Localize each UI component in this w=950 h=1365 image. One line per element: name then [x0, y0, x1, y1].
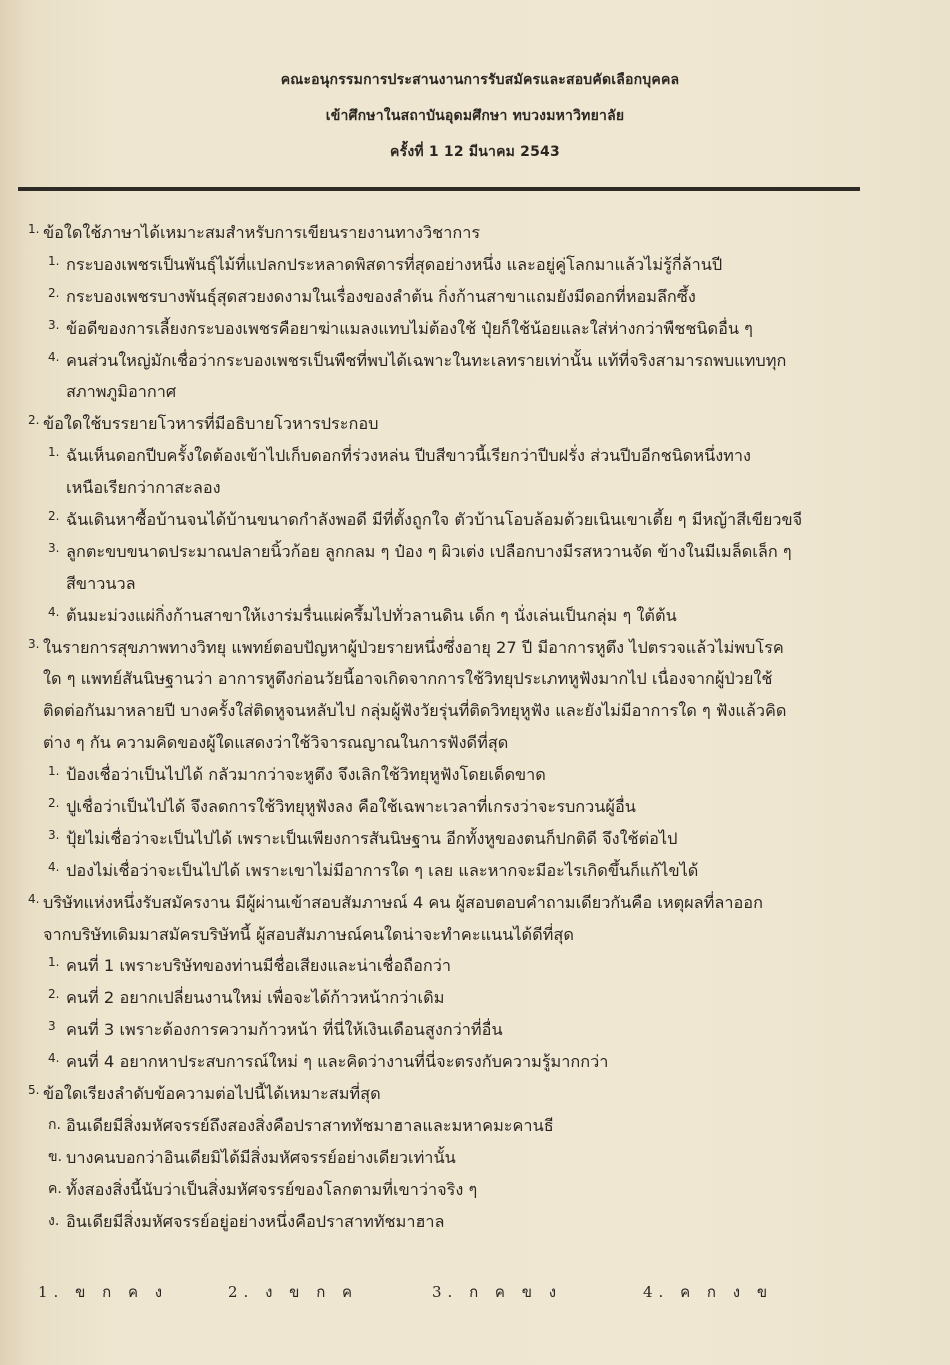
question-text: ติดต่อกันมาหลายปี บางครั้งใส่ติดหูจนหลับไป กลุ่มผู้ฟังวัยรุ่นที่ติดวิทยุหูฟัง และยังไม่มีอาการใด ๆ ฟังแล้วคิด	[43, 701, 787, 721]
option-item	[0, 792, 950, 824]
question-text: บริษัทแห่งหนึ่งรับสมัครงาน มีผู้ผ่านเข้าสอบสัมภาษณ์ 4 คน ผู้สอบตอบคำถามเดียวกันคือ เหตุผลที่ลาออก	[43, 892, 763, 912]
option-text: คนที่ 3 เพราะต้องการความก้าวหน้า ที่นี่ให้เงินเดือนสูงกว่าที่อื่น	[66, 1020, 503, 1040]
question-stem-continued	[0, 664, 950, 696]
option-number: 3.	[48, 827, 60, 842]
option-item	[0, 441, 950, 473]
option-item	[0, 824, 950, 856]
option-number: 3.	[48, 317, 60, 332]
question-stem	[0, 1079, 950, 1111]
option-item-continued	[0, 377, 950, 409]
answer-choice: 2. ง ข ก ค	[228, 1283, 359, 1301]
option-number: 1.	[48, 445, 60, 460]
option-text: อินเดียมีสิ่งมหัศจรรย์ถึงสองสิ่งคือปราสาททัชมาฮาลและมหาคมะคานธี	[66, 1115, 554, 1135]
question-text: ข้อใดใช้ภาษาได้เหมาะสมสำหรับการเขียนรายงานทางวิชาการ	[43, 223, 481, 242]
option-number: 2.	[48, 796, 60, 811]
option-item	[0, 601, 950, 633]
option-text: กระบองเพชรเป็นพันธุ์ไม้ที่แปลกประหลาดพิสดารที่สุดอย่างหนึ่ง และอยู่คู่โลกมาแล้วไม่รู้กี่ล้านปี	[66, 254, 723, 274]
option-item	[0, 1207, 950, 1239]
option-number: 1.	[48, 764, 60, 779]
option-item	[0, 1015, 950, 1047]
option-item	[0, 1175, 950, 1207]
option-number: ง.	[48, 1212, 60, 1229]
option-number: 1.	[48, 253, 60, 268]
option-text: คนที่ 1 เพราะบริษัทของท่านมีชื่อเสียงและน่าเชื่อถือกว่า	[66, 956, 452, 976]
option-number: ก.	[48, 1116, 61, 1133]
question-text: ในรายการสุขภาพทางวิทยุ แพทย์ตอบปัญหาผู้ป่วยรายหนึ่งซึ่งอายุ 27 ปี มีอาการหูตึง ไปตรวจแล้วไม่พบโรค	[43, 637, 784, 657]
option-item-continued	[0, 569, 950, 601]
question-list	[0, 218, 950, 1239]
option-text: เหนือเรียกว่ากาสะลอง	[66, 478, 221, 498]
option-text: ปูเชื่อว่าเป็นไปได้ จึงลดการใช้วิทยุหูฟังลง คือใช้เฉพาะเวลาที่เกรงว่าจะรบกวนผู้อื่น	[66, 797, 636, 817]
option-number: 4.	[48, 859, 60, 874]
option-number: 2.	[48, 285, 60, 300]
option-item	[0, 951, 950, 983]
question-text: ข้อใดใช้บรรยายโวหารที่มีอธิบายโวหารประกอบ	[43, 414, 379, 434]
question-number: 5.	[28, 1083, 40, 1098]
option-text: ปองไม่เชื่อว่าจะเป็นไปได้ เพราะเขาไม่มีอาการใด ๆ เลย และหากจะมีอะไรเกิดขึ้นก็แก้ไขได้	[66, 860, 699, 880]
option-item	[0, 282, 950, 314]
option-text: คนส่วนใหญ่มักเชื่อว่ากระบองเพชรเป็นพืชที่พบได้เฉพาะในทะเลทรายเท่านั้น แท้ที่จริงสามารถพบแทบทุก	[66, 350, 787, 370]
option-text: บางคนบอกว่าอินเดียมิได้มีสิ่งมหัศจรรย์อย่างเดียวเท่านั้น	[66, 1147, 456, 1167]
option-number: 1.	[48, 955, 60, 970]
option-item-continued	[0, 473, 950, 505]
answer-choice: 1. ข ก ค ง	[38, 1283, 169, 1301]
question-number: 3.	[28, 636, 40, 651]
option-text: ทั้งสองสิ่งนี้นับว่าเป็นสิ่งมหัศจรรย์ของโลกตามที่เขาว่าจริง ๆ	[66, 1179, 478, 1199]
header-divider	[18, 187, 860, 191]
option-item	[0, 346, 950, 378]
option-text: คนที่ 4 อยากหาประสบการณ์ใหม่ ๆ และคิดว่างานที่นี่จะตรงกับความรู้มากกว่า	[66, 1052, 609, 1072]
question-text: ข้อใดเรียงลำดับข้อความต่อไปนี้ได้เหมาะสมที่สุด	[43, 1084, 381, 1104]
option-number: 4.	[48, 1051, 60, 1066]
question-stem	[0, 633, 950, 665]
question-number: 2.	[28, 413, 40, 428]
option-item	[0, 250, 950, 282]
question-stem	[0, 888, 950, 920]
question-text: จากบริษัทเดิมมาสมัครบริษัทนี้ ผู้สอบสัมภาษณ์คนใดน่าจะทำคะแนนได้ดีที่สุด	[43, 924, 574, 944]
option-item	[0, 1047, 950, 1079]
option-text: อินเดียมีสิ่งมหัศจรรย์อยู่อย่างหนึ่งคือปราสาททัชมาฮาล	[66, 1211, 445, 1231]
question-stem	[0, 409, 950, 441]
option-item	[0, 314, 950, 346]
question-number: 1.	[28, 222, 40, 236]
answer-choices-q5	[0, 1280, 950, 1304]
header-committee-title: คณะอนุกรรมการประสานงานการรับสมัครและสอบคัดเลือกบุคคล	[280, 72, 680, 88]
question-text: ต่าง ๆ กัน ความคิดของผู้ใดแสดงว่าใช้วิจารณญาณในการฟังดีที่สุด	[43, 733, 509, 753]
option-item	[0, 1143, 950, 1175]
option-text: ป้องเชื่อว่าเป็นไปได้ กลัวมากว่าจะหูตึง จึงเลิกใช้วิทยุหูฟังโดยเด็ดขาด	[66, 765, 546, 785]
option-text: ต้นมะม่วงแผ่กิ่งก้านสาขาให้เงาร่มรื่นแผ่ครึ้มไปทั่วลานดิน เด็ก ๆ นั่งเล่นเป็นกลุ่ม ๆ ใต้ต้น	[66, 605, 677, 625]
option-item	[0, 537, 950, 569]
option-text: ปุ้ยไม่เชื่อว่าจะเป็นไปได้ เพราะเป็นเพียงการสันนิษฐาน อีกทั้งหูของตนก็ปกติดี จึงใช้ต่อไป	[66, 828, 678, 848]
option-number: 3.	[48, 540, 60, 555]
header-session-date: ครั้งที่ 1 12 มีนาคม 2543	[390, 144, 560, 160]
option-text: ข้อดีของการเลี้ยงกระบองเพชรคือยาฆ่าแมลงแทบไม่ต้องใช้ ปุ๋ยก็ใช้น้อยและใส่ห่างกว่าพืชชนิดอื่น ๆ	[66, 318, 753, 338]
option-item	[0, 760, 950, 792]
option-text: คนที่ 2 อยากเปลี่ยนงานใหม่ เพื่อจะได้ก้าวหน้ากว่าเดิม	[66, 988, 445, 1008]
option-number: 3	[48, 1019, 56, 1034]
option-item	[0, 983, 950, 1015]
question-stem-continued	[0, 920, 950, 952]
option-text: สีขาวนวล	[66, 573, 136, 593]
option-text: ฉันเห็นดอกปีบครั้งใดต้องเข้าไปเก็บดอกที่ร่วงหล่น ปีบสีขาวนี้เรียกว่าปีบฝรั่ง ส่วนปีบอีกชนิดหนึ่งทาง	[66, 446, 751, 466]
option-text: ฉันเดินหาซื้อบ้านจนได้บ้านขนาดกำลังพอดี มีที่ตั้งถูกใจ ตัวบ้านโอบล้อมด้วยเนินเขาเตี้ย ๆ มีหญ้าสีเขียวขจี	[66, 510, 803, 530]
header-institution: เข้าศึกษาในสถาบันอุดมศึกษา ทบวงมหาวิทยาลัย	[325, 108, 625, 124]
option-number: ค.	[48, 1180, 62, 1197]
question-number: 4.	[28, 891, 40, 906]
question-stem-continued	[0, 696, 950, 728]
option-item	[0, 1111, 950, 1143]
option-text: สภาพภูมิอากาศ	[66, 382, 177, 402]
option-number: 2.	[48, 987, 60, 1002]
option-item	[0, 505, 950, 537]
question-text: ใด ๆ แพทย์สันนิษฐานว่า อาการหูตึงก่อนวัยนี้อาจเกิดจากการใช้วิทยุประเภทหูฟังมากไป เนื่องจากผู้ป่วยใช้	[43, 669, 773, 689]
option-number: 2.	[48, 509, 60, 524]
option-number: ข.	[48, 1148, 63, 1165]
question-stem	[0, 218, 950, 250]
option-number: 4.	[48, 604, 60, 619]
option-item	[0, 856, 950, 888]
document-header	[0, 62, 950, 170]
option-text: กระบองเพชรบางพันธุ์สุดสวยงดงามในเรื่องของลำต้น กิ่งก้านสาขาแถมยังมีดอกที่หอมลึกซึ้ง	[66, 286, 696, 306]
question-stem-continued	[0, 728, 950, 760]
option-number: 4.	[48, 349, 60, 364]
option-text: ลูกตะขบขนาดประมาณปลายนิ้วก้อย ลูกกลม ๆ ป๋อง ๆ ผิวเต่ง เปลือกบางมีรสหวานจัด ข้างในมีเมล็ดเล็ก ๆ	[66, 541, 792, 561]
answer-choice: 3. ก ค ข ง	[432, 1283, 563, 1301]
answer-choice: 4. ค ก ง ข	[643, 1283, 774, 1301]
